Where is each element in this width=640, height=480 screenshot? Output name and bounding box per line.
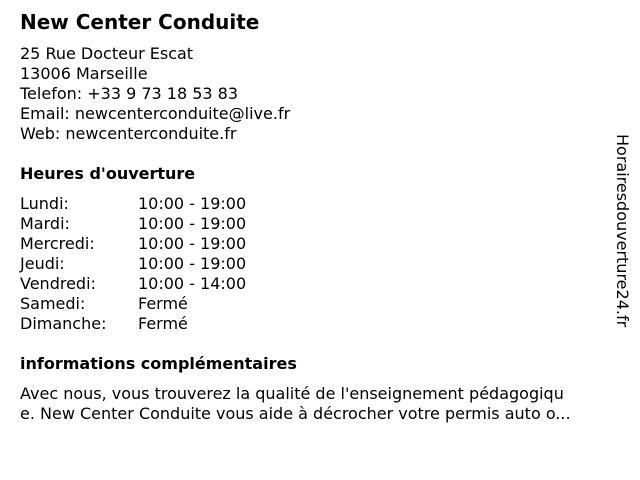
time-value: Fermé <box>138 294 188 313</box>
day-label: Samedi: <box>20 294 86 313</box>
hours-row-monday <box>20 194 246 214</box>
time-value: 10:00 - 19:00 <box>138 214 247 233</box>
street-address: 25 Rue Docteur Escat <box>20 44 194 63</box>
contact-block <box>20 44 290 144</box>
hours-row-friday <box>20 274 246 294</box>
hours-row-wednesday <box>20 234 246 254</box>
day-label: Vendredi: <box>20 274 96 293</box>
city: 13006 Marseille <box>20 64 148 83</box>
business-name: New Center Conduite <box>20 10 260 34</box>
email-address[interactable]: Email: newcenterconduite@live.fr <box>20 104 291 123</box>
description-text <box>20 384 624 424</box>
site-watermark: Horairesdouverture24.fr <box>613 134 632 328</box>
day-label: Jeudi: <box>20 254 65 273</box>
hours-row-thursday <box>20 254 246 274</box>
time-value: 10:00 - 14:00 <box>138 274 247 293</box>
opening-hours-table <box>20 194 246 334</box>
hours-row-saturday <box>20 294 246 314</box>
day-label: Mardi: <box>20 214 70 233</box>
day-label: Mercredi: <box>20 234 95 253</box>
day-label: Lundi: <box>20 194 69 213</box>
description-line: Avec nous, vous trouverez la qualité de l'enseignement pédagogiqu <box>20 384 564 403</box>
day-label: Dimanche: <box>20 314 107 333</box>
time-value: 10:00 - 19:00 <box>138 194 247 213</box>
time-value: Fermé <box>138 314 188 333</box>
phone-number[interactable]: Telefon: +33 9 73 18 53 83 <box>20 84 239 103</box>
additional-info-heading: informations complémentaires <box>20 354 297 373</box>
time-value: 10:00 - 19:00 <box>138 234 247 253</box>
website[interactable]: Web: newcenterconduite.fr <box>20 124 237 143</box>
hours-row-sunday <box>20 314 246 334</box>
opening-hours-heading: Heures d'ouverture <box>20 164 196 183</box>
description-line: e. New Center Conduite vous aide à décrocher votre permis auto o... <box>20 404 571 423</box>
time-value: 10:00 - 19:00 <box>138 254 247 273</box>
hours-row-tuesday <box>20 214 246 234</box>
